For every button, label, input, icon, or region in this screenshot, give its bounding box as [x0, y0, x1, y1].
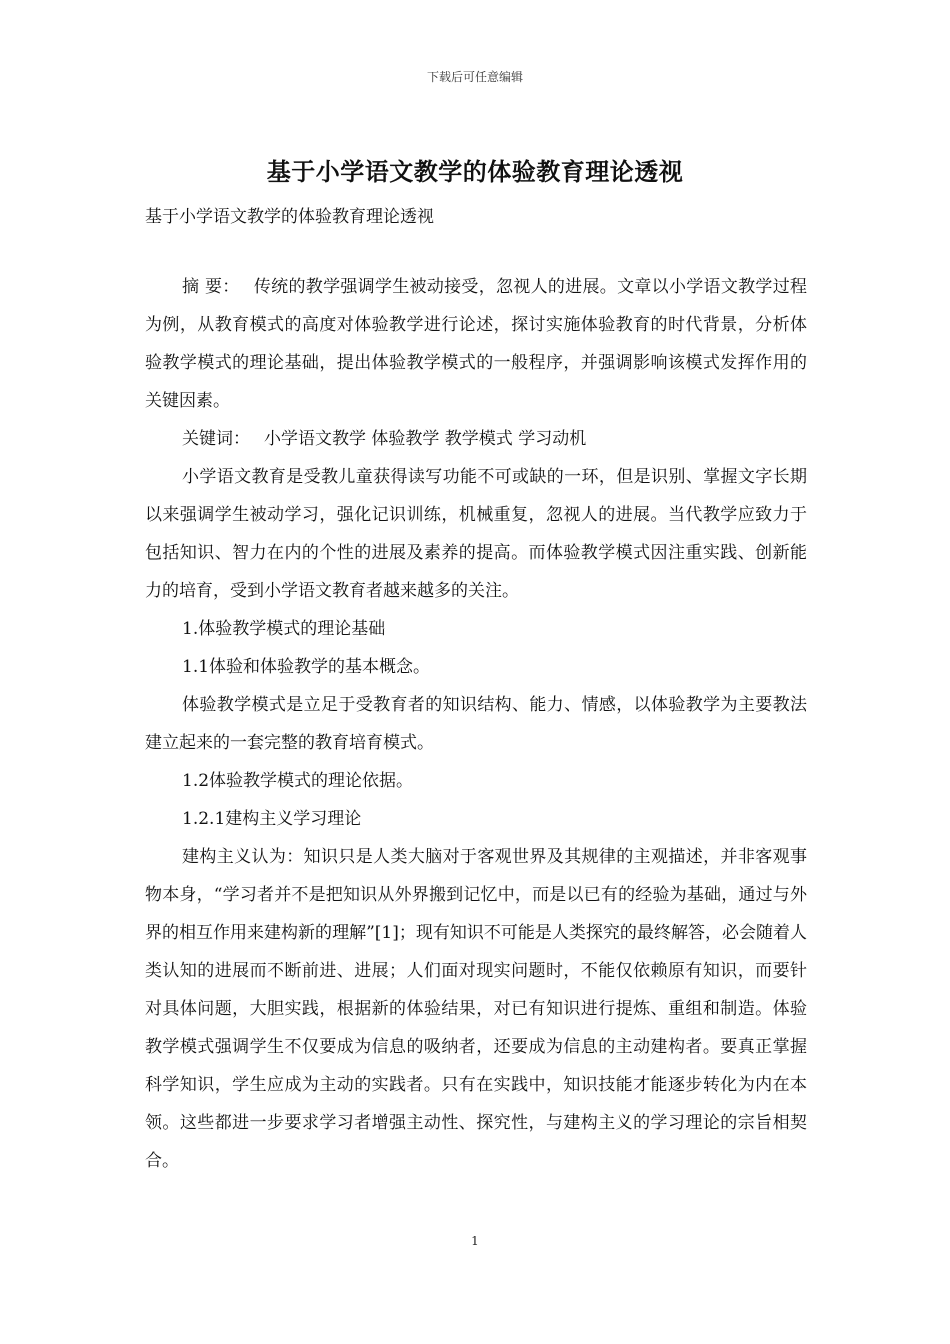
keywords-label: 关键词：	[182, 429, 250, 449]
page-number: 1	[471, 1234, 479, 1248]
section-heading-1-2-1: 1.2.1建构主义学习理论	[182, 809, 362, 829]
document-body	[145, 268, 807, 1180]
header-note: 下载后可任意编辑	[426, 70, 523, 84]
document-subtitle: 基于小学语文教学的体验教育理论透视	[145, 207, 434, 227]
document-title: 基于小学语文教学的体验教育理论透视	[266, 158, 684, 186]
section-heading-1: 1.体验教学模式的理论基础	[182, 619, 386, 639]
intro-paragraph: 小学语文教育是受教儿童获得读写功能不可或缺的一环，但是识别、掌握文字长期以来强调学生被动学习，强化记识训练，机械重复，忽视人的进展。当代教学应致力于包括知识、智力在内的个性的进展及素养的提高。而体验教学模式因注重实践、创新能力的培育，受到小学语文教育者越来越多的关注。	[145, 467, 807, 601]
abstract-label: 摘 要：	[182, 277, 240, 297]
section-heading-1-2: 1.2体验教学模式的理论依据。	[182, 771, 414, 791]
section-paragraph-1-1: 体验教学模式是立足于受教育者的知识结构、能力、情感，以体验教学为主要教法建立起来的一套完整的教育培育模式。	[145, 695, 807, 753]
abstract-text: 传统的教学强调学生被动接受，忽视人的进展。文章以小学语文教学过程为例，从教育模式的高度对体验教学进行论述，探讨实施体验教育的时代背景，分析体验教学模式的理论基础，提出体验教学模式的一般程序，并强调影响该模式发挥作用的关键因素。	[145, 277, 808, 411]
section-heading-1-1: 1.1体验和体验教学的基本概念。	[182, 657, 431, 677]
keywords-paragraph	[145, 420, 807, 458]
keywords-text: 小学语文教学 体验教学 教学模式 学习动机	[264, 429, 587, 449]
abstract-paragraph	[145, 268, 807, 420]
section-paragraph-1-2-1: 建构主义认为：知识只是人类大脑对于客观世界及其规律的主观描述，并非客观事物本身，“学习者并不是把知识从外界搬到记忆中，而是以已有的经验为基础，通过与外界的相互作用来建构新的理解”[1]；现有知识不可能是人类探究的最终解答，必会随着人类认知的进展而不断前进、进展；人们面对现实问题时，不能仅依赖原有知识，而要针对具体问题，大胆实践，根据新的体验结果，对已有知识进行提炼、重组和制造。体验教学模式强调学生不仅要成为信息的吸纳者，还要成为信息的主动建构者。要真正掌握科学知识，学生应成为主动的实践者。只有在实践中，知识技能才能逐步转化为内在本领。这些都进一步要求学习者增强主动性、探究性，与建构主义的学习理论的宗旨相契合。	[145, 847, 807, 1171]
